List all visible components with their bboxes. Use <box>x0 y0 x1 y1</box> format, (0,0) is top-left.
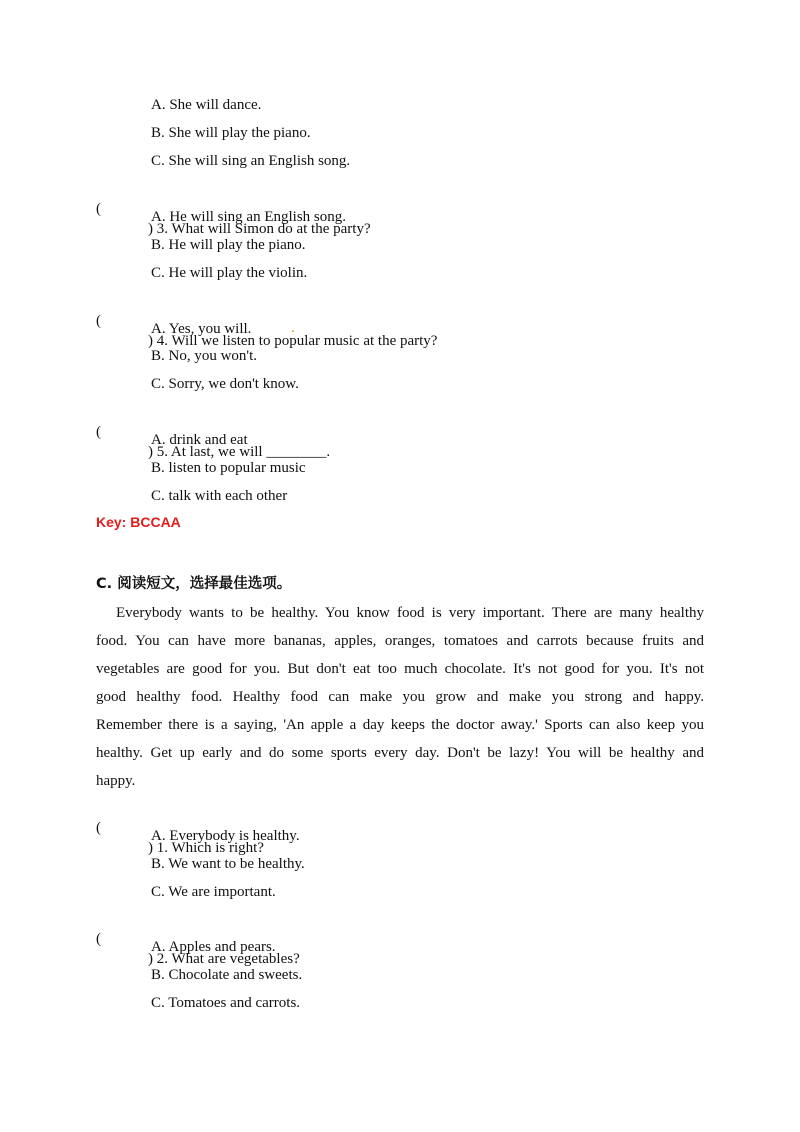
b-q3-question <box>0 179 800 259</box>
b-q2-option-b: B. She will play the piano. <box>151 125 311 141</box>
b-q5-question <box>0 402 800 482</box>
b-q4-option-c: C. Sorry, we don't know. <box>151 376 299 392</box>
c-q2-text: ) 2. What are vegetables? <box>148 951 300 967</box>
answer-blank-open[interactable]: ( <box>96 931 101 947</box>
b-q4-question <box>0 291 800 371</box>
b-q3-option-c: C. He will play the violin. <box>151 265 308 281</box>
b-q4-option-a: A. Yes, you will. <box>151 321 252 337</box>
c-q2-option-b: B. Chocolate and sweets. <box>151 967 303 983</box>
answer-blank-open[interactable]: ( <box>96 201 101 217</box>
passage-line-2: food. You can have more bananas, apples, oranges, tomatoes and carrots because fruits and <box>96 633 704 649</box>
c-q1-option-c: C. We are important. <box>151 884 276 900</box>
passage-line-1: Everybody wants to be healthy. You know food is very important. There are many healthy <box>116 605 704 621</box>
b-q2-option-c: C. She will sing an English song. <box>151 153 351 169</box>
b-q5-option-a: A. drink and eat <box>151 432 248 448</box>
b-q3-text: ) 3. What will Simon do at the party? <box>148 221 371 237</box>
c-q1-option-a: A. Everybody is healthy. <box>151 828 300 844</box>
b-q5-text: ) 5. At last, we will ________. <box>148 444 331 460</box>
passage-line-4: good healthy food. Healthy food can make you grow and make you strong and happy. <box>96 689 704 705</box>
section-c-heading: C. 阅读短文，选择最佳选项。 <box>96 576 292 592</box>
passage-line-5: Remember there is a saying, 'An apple a day keeps the doctor away.' Sports can also keep you <box>96 717 704 733</box>
answer-key: Key: BCCAA <box>96 514 181 530</box>
b-q2-option-a: A. She will dance. <box>151 97 262 113</box>
stray-dot-mark <box>292 330 294 332</box>
b-q3-option-a: A. He will sing an English song. <box>151 209 346 225</box>
c-q1-option-b: B. We want to be healthy. <box>151 856 305 872</box>
b-q4-option-b: B. No, you won't. <box>151 348 258 364</box>
answer-blank-open[interactable]: ( <box>96 424 101 440</box>
answer-blank-open[interactable]: ( <box>96 820 101 836</box>
b-q4-text: ) 4. Will we listen to popular music at the party? <box>148 333 438 349</box>
c-q2-option-c: C. Tomatoes and carrots. <box>151 995 301 1011</box>
c-q1-text: ) 1. Which is right? <box>148 840 264 856</box>
passage-line-6: healthy. Get up early and do some sports every day. Don't be lazy! You will be healthy and <box>96 745 704 761</box>
b-q5-option-b: B. listen to popular music <box>151 460 306 476</box>
b-q3-option-b: B. He will play the piano. <box>151 237 306 253</box>
passage-line-3: vegetables are good for you. But don't eat too much chocolate. It's not good for you. It's not <box>96 661 704 677</box>
c-q2-option-a: A. Apples and pears. <box>151 939 276 955</box>
c-q1-question <box>0 798 800 878</box>
passage-line-7: happy. <box>96 773 136 789</box>
c-q2-question <box>0 909 800 989</box>
answer-blank-open[interactable]: ( <box>96 313 101 329</box>
b-q5-option-c: C. talk with each other <box>151 488 288 504</box>
